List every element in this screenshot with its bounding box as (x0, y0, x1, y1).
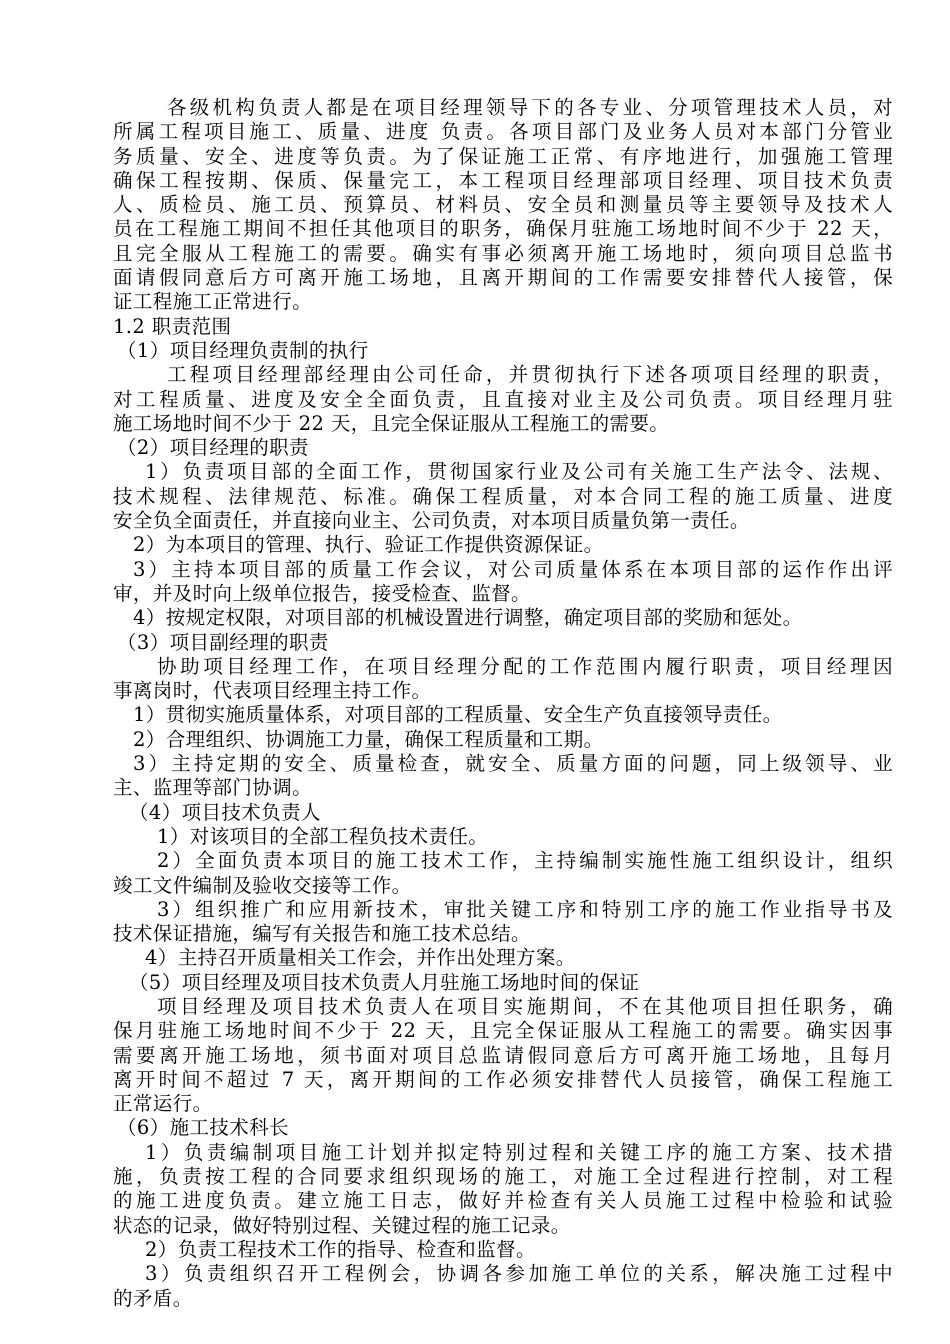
text-line: 状态的记录，做好特别过程、关键过程的施工记录。 (113, 1213, 571, 1237)
text-line: 人、质检员、施工员、预算员、材料员、安全员和测量员等主要领导及技术人 (113, 193, 893, 217)
text-line: （6）施工技术科长 (117, 1116, 290, 1140)
text-line: 务质量、安全、进度等负责。为了保证施工正常、有序地进行，加强施工管理 (113, 144, 893, 168)
text-line: 1.2 职责范围 (113, 314, 232, 338)
text-line: （1）项目经理负责制的执行 (117, 338, 369, 362)
text-line: 正常运行。 (113, 1092, 213, 1116)
text-line: 需要离开施工场地，须书面对项目总监请假同意后方可离开施工场地，且每月 (113, 1043, 893, 1067)
text-line: 1）贯彻实施质量体系，对项目部的工程质量、安全生产负直接领导责任。 (133, 703, 783, 727)
text-line: 工程项目经理部经理由公司任命，并贯彻执行下述各项项目经理的职责， (167, 363, 893, 387)
text-line: 2）负责工程技术工作的指导、检查和监督。 (145, 1237, 536, 1261)
text-line: 2）全面负责本项目的施工技术工作，主持编制实施性施工组织设计，组织 (157, 849, 893, 873)
text-line: 3）主持本项目部的质量工作会议，对公司质量体系在本项目部的运作作出评 (133, 557, 893, 581)
text-line: 面请假同意后方可离开施工场地，且离开期间的工作需要安排替代人接管，保 (113, 266, 893, 290)
text-line: 4）按规定权限，对项目部的机械设置进行调整，确定项目部的奖励和惩处。 (133, 606, 803, 630)
text-line: 1）负责编制项目施工计划并拟定特别过程和关键工序的施工方案、技术措 (145, 1140, 893, 1164)
text-line: 的矛盾。 (113, 1286, 193, 1310)
text-line: 3）组织推广和应用新技术，审批关键工序和特别工序的施工作业指导书及 (157, 897, 893, 921)
text-line: 确保工程按期、保质、保量完工，本工程项目经理部项目经理、项目技术负责 (113, 168, 893, 192)
text-line: 4）主持召开质量相关工作会，并作出处理方案。 (145, 946, 576, 970)
text-line: 2）为本项目的管理、执行、验证工作提供资源保证。 (133, 533, 604, 557)
text-line: 协助项目经理工作，在项目经理分配的工作范围内履行职责，项目经理因 (157, 654, 893, 678)
text-line: 事离岗时，代表项目经理主持工作。 (113, 679, 432, 703)
text-line: 所属工程项目施工、质量、进度 负责。各项目部门及业务人员对本部门分管业 (113, 120, 893, 144)
text-line: 员在工程施工期间不担任其他项目的职务，确保月驻施工场地时间不少于 22 天， (113, 217, 893, 241)
text-line: 主、监理等部门协调。 (113, 776, 313, 800)
text-line: 技术保证措施，编写有关报告和施工技术总结。 (113, 922, 531, 946)
text-line: 施，负责按工程的合同要求组织现场的施工，对施工全过程进行控制，对工程 (113, 1165, 893, 1189)
text-line: 审，并及时向上级单位报告，接受检查、监督。 (113, 581, 531, 605)
text-line: 对工程质量、进度及安全全面负责，且直接对业主及公司负责。项目经理月驻 (113, 387, 893, 411)
text-line: 保月驻施工场地时间不少于 22 天，且完全保证服从工程施工的需要。确实因事 (113, 1019, 893, 1043)
text-line: 1）负责项目部的全面工作，贯彻国家行业及公司有关施工生产法令、法规、 (145, 460, 893, 484)
text-line: （3）项目副经理的职责 (117, 630, 329, 654)
text-line: （5）项目经理及项目技术负责人月驻施工场地时间的保证 (129, 970, 640, 994)
document-body (113, 96, 893, 1311)
text-line: 项目经理及项目技术负责人在项目实施期间，不在其他项目担任职务，确 (157, 994, 893, 1018)
text-line: 技术规程、法律规范、标准。确保工程质量，对本合同工程的施工质量、进度 (113, 484, 893, 508)
text-line: 且完全服从工程施工的需要。确实有事必须离开施工场地时，须向项目总监书 (113, 241, 893, 265)
text-line: 2）合理组织、协调施工力量，确保工程质量和工期。 (133, 727, 604, 751)
text-line: （4）项目技术负责人 (129, 800, 321, 824)
text-line: 证工程施工正常进行。 (113, 290, 313, 314)
text-line: 3）主持定期的安全、质量检查，就安全、质量方面的问题，同上级领导、业 (133, 752, 893, 776)
text-line: （2）项目经理的职责 (117, 436, 309, 460)
text-line: 安全负全面责任，并直接向业主、公司负责，对本项目质量负第一责任。 (113, 509, 750, 533)
text-line: 离开时间不超过 7 天，离开期间的工作必须安排替代人员接管，确保工程施工 (113, 1067, 893, 1091)
text-line: 竣工文件编制及验收交接等工作。 (113, 873, 412, 897)
text-line: 施工场地时间不少于 22 天，且完全保证服从工程施工的需要。 (113, 411, 670, 435)
text-line: 各级机构负责人都是在项目经理领导下的各专业、分项管理技术人员，对 (167, 96, 893, 119)
text-line: 3）负责组织召开工程例会，协调各参加施工单位的关系，解决施工过程中 (145, 1262, 893, 1286)
text-line: 1）对该项目的全部工程负技术责任。 (157, 824, 489, 848)
text-line: 的施工进度负责。建立施工日志，做好并检查有关人员施工过程中检验和试验 (113, 1189, 893, 1213)
